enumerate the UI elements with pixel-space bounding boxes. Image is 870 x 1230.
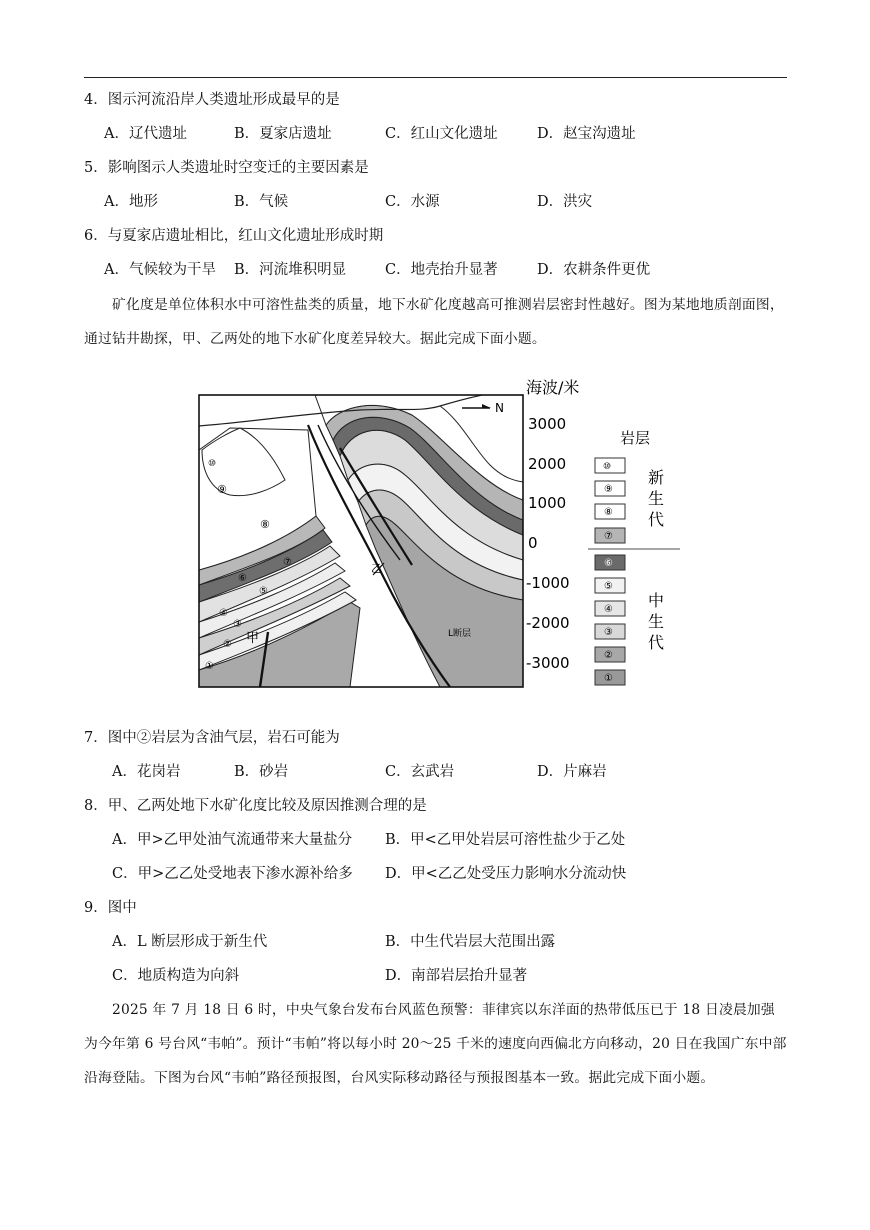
legend-label-2: ② [604,650,613,661]
era-new-label [648,468,664,529]
era-mid-char-3: 代 [648,633,665,652]
era-mid-char-1: 中 [648,591,665,610]
era-new-char-1: 新 [648,468,665,487]
q7-option-b[interactable]: B．砂岩 [234,764,289,780]
north-label: N [495,401,504,415]
q9-option-d[interactable]: D．南部岩层抬升显著 [385,968,528,984]
legend-title: 岩层 [620,429,651,447]
q5-option-d[interactable]: D．洪灾 [537,194,593,210]
q6-option-b[interactable]: B．河流堆积明显 [234,262,347,278]
q7-option-d[interactable]: D．片麻岩 [537,764,607,780]
q4-option-a[interactable]: A．辽代遗址 [104,126,187,142]
label-8: ⑧ [260,518,270,531]
label-1: ① [205,661,214,672]
legend-label-5: ⑤ [604,581,613,592]
question-9-stem: 9．图中 [84,900,137,916]
era-new-char-2: 生 [648,489,665,508]
tick-neg-2000: -2000 [526,614,570,632]
legend-label-7: ⑦ [604,531,613,542]
label-6: ⑥ [238,573,247,584]
era-mid-char-2: 生 [648,612,665,631]
question-8-stem: 8．甲、乙两处地下水矿化度比较及原因推测合理的是 [84,798,427,814]
q7-option-c[interactable]: C．玄武岩 [385,764,455,780]
question-5-stem: 5．影响图示人类遗址时空变迁的主要因素是 [84,160,369,176]
legend-label-1: ① [604,673,613,684]
intro-paragraph-2: 2025 年 7 月 18 日 6 时，中央气象台发布台风蓝色预警：菲律宾以东洋面的热带低压已于 18 日凌晨加强为今年第 6 号台风“韦帕”。预计“韦帕”将以每小时 20～25 千米的速度向西偏北方向移动，20 日在我国广东中部沿海登陆。下图为台风“韦帕”路径预报图，台风实际移动路径与预报图基本一致。据此完成下面小题。 [84,1002,787,1086]
label-4: ④ [219,608,228,619]
q8-option-a[interactable]: A．甲>乙甲处油气流通带来大量盐分 [112,832,353,848]
label-7: ⑦ [283,557,292,568]
legend-label-6: ⑥ [604,558,613,569]
tick-0: 0 [528,534,538,552]
legend-label-8: ⑧ [604,507,613,518]
q5-option-a[interactable]: A．地形 [104,194,158,210]
legend-label-4: ④ [604,604,613,615]
label-yi: 乙 [371,562,382,575]
legend-label-9: ⑨ [604,484,613,495]
q9-option-c[interactable]: C．地质构造为向斜 [112,968,240,984]
intro-paragraph-1: 矿化度是单位体积水中可溶性盐类的质量，地下水矿化度越高可推测岩层密封性越好。图为某地地质剖面图，通过钻井勘探，甲、乙两处的地下水矿化度差异较大。据此完成下面小题。 [84,297,784,347]
era-mid-label [648,591,664,652]
axis-title: 海波/米 [526,378,580,397]
q6-option-a[interactable]: A．气候较为干旱 [104,262,216,278]
q4-option-c[interactable]: C．红山文化遗址 [385,126,498,142]
q5-option-b[interactable]: B．气候 [234,194,289,210]
legend-label-3: ③ [604,627,613,638]
tick-3000: 3000 [528,415,567,433]
tick-neg-1000: -1000 [526,574,570,592]
q9-option-b[interactable]: B．中生代岩层大范围出露 [385,934,556,950]
tick-1000: 1000 [528,494,567,512]
tick-neg-3000: -3000 [526,654,570,672]
q8-option-d[interactable]: D．甲<乙乙处受压力影响水分流动快 [385,866,627,882]
q9-option-a[interactable]: A．L 断层形成于新生代 [112,934,268,950]
q4-option-b[interactable]: B．夏家店遗址 [234,126,332,142]
q7-option-a[interactable]: A．花岗岩 [112,764,181,780]
question-4-stem: 4．图示河流沿岸人类遗址形成最早的是 [84,92,340,108]
label-10: ⑩ [208,459,217,469]
q8-option-b[interactable]: B．甲<乙甲处岩层可溶性盐少于乙处 [385,832,626,848]
legend-label-10: ⑩ [603,462,612,472]
header-rule [84,77,787,78]
era-new-char-3: 代 [648,510,665,529]
q5-option-c[interactable]: C．水源 [385,194,440,210]
q6-option-c[interactable]: C．地壳抬升显著 [385,262,498,278]
label-jia: 甲 [246,631,260,646]
label-3: ③ [233,619,242,630]
tick-2000: 2000 [528,455,567,473]
label-l-fault: L断层 [448,629,472,639]
q8-option-c[interactable]: C．甲>乙乙处受地表下渗水源补给多 [112,866,353,882]
question-6-stem: 6．与夏家店遗址相比，红山文化遗址形成时期 [84,228,384,244]
question-7-stem: 7．图中②岩层为含油气层，岩石可能为 [84,730,340,746]
label-5: ⑤ [259,586,268,597]
q4-option-d[interactable]: D．赵宝沟遗址 [537,126,636,142]
geologic-cross-section-figure [190,370,690,700]
label-9: ⑨ [217,483,227,496]
q6-option-d[interactable]: D．农耕条件更优 [537,262,651,278]
label-2: ② [223,639,232,650]
